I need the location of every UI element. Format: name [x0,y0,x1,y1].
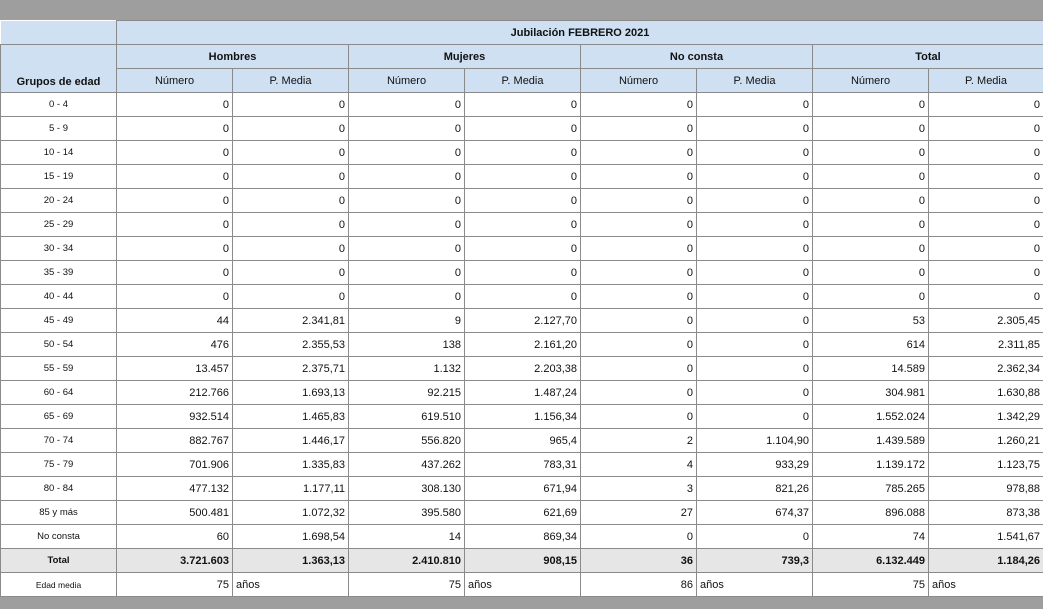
table-cell: 0 [233,165,349,189]
table-cell: 933,29 [697,453,813,477]
table-cell: 14 [349,525,465,549]
table-cell: 0 [349,237,465,261]
table-cell: 75 [813,573,929,597]
row-label-header: Grupos de edad [1,45,117,93]
table-cell: 0 [697,285,813,309]
group-header-hombres: Hombres [117,45,349,69]
table-cell: 0 [813,285,929,309]
age-group-label: 60 - 64 [1,381,117,405]
age-group-label: 35 - 39 [1,261,117,285]
table-cell: 0 [465,93,581,117]
table-cell: 0 [581,93,697,117]
table-cell: 614 [813,333,929,357]
table-cell: 0 [929,285,1043,309]
table-cell: 14.589 [813,357,929,381]
table-cell: 0 [465,117,581,141]
age-unit: años [697,573,813,597]
table-row [1,141,1043,165]
table-cell: 0 [581,237,697,261]
table-row [1,381,1043,405]
table-row [1,309,1043,333]
table-cell: 1.487,24 [465,381,581,405]
age-group-label: 80 - 84 [1,477,117,501]
table-cell: 0 [233,285,349,309]
table-cell: 0 [929,189,1043,213]
table-cell: 1.465,83 [233,405,349,429]
table-cell: 0 [697,213,813,237]
table-cell: 0 [349,189,465,213]
table-cell: 0 [349,285,465,309]
table-cell: 0 [117,93,233,117]
table-cell: 0 [697,141,813,165]
table-cell: 0 [697,309,813,333]
table-cell: 0 [697,93,813,117]
table-cell: 0 [233,141,349,165]
age-group-label: 70 - 74 [1,429,117,453]
table-cell: 0 [697,405,813,429]
table-cell: 2.355,53 [233,333,349,357]
table-cell: 0 [581,405,697,429]
table-cell: 0 [117,165,233,189]
table-cell: 0 [813,93,929,117]
table-cell: 2 [581,429,697,453]
age-group-label: 85 y más [1,501,117,525]
table-cell: 0 [581,165,697,189]
table-cell: 60 [117,525,233,549]
age-group-label: 20 - 24 [1,189,117,213]
table-cell: 1.184,26 [929,549,1043,573]
table-cell: 0 [349,141,465,165]
table-cell: 965,4 [465,429,581,453]
table-cell: 0 [465,261,581,285]
table-cell: 2.161,20 [465,333,581,357]
table-cell: 1.541,67 [929,525,1043,549]
age-unit: años [465,573,581,597]
table-row [1,165,1043,189]
age-group-label: 15 - 19 [1,165,117,189]
table-cell: 701.906 [117,453,233,477]
table-cell: 0 [929,261,1043,285]
table-cell: 2.375,71 [233,357,349,381]
table-cell: 908,15 [465,549,581,573]
table-cell: 0 [813,189,929,213]
table-cell: 92.215 [349,381,465,405]
table-cell: 1.439.589 [813,429,929,453]
table-cell: 476 [117,333,233,357]
table-cell: 0 [465,213,581,237]
table-cell: 0 [349,93,465,117]
table-row [1,453,1043,477]
table-cell: 2.127,70 [465,309,581,333]
table-cell: 0 [465,189,581,213]
sub-header-numero: Número [813,69,929,93]
table-cell: 0 [813,237,929,261]
table-cell: 1.177,11 [233,477,349,501]
table-cell: 0 [813,165,929,189]
table-cell: 2.341,81 [233,309,349,333]
table-cell: 0 [929,165,1043,189]
table-cell: 896.088 [813,501,929,525]
table-cell: 0 [117,117,233,141]
age-group-label: 10 - 14 [1,141,117,165]
table-cell: 0 [697,189,813,213]
table-title: Jubilación FEBRERO 2021 [117,21,1043,45]
table-row [1,405,1043,429]
table-cell: 75 [349,573,465,597]
sub-header-media: P. Media [233,69,349,93]
table-cell: 0 [581,261,697,285]
table-cell: 0 [349,213,465,237]
table-cell: 0 [581,189,697,213]
table-cell: 0 [233,261,349,285]
table-cell: 821,26 [697,477,813,501]
table-cell: 9 [349,309,465,333]
table-cell: 0 [581,117,697,141]
table-cell: 0 [813,141,929,165]
table-cell: 1.630,88 [929,381,1043,405]
pension-table [0,20,1043,597]
table-cell: 138 [349,333,465,357]
age-group-label: No consta [1,525,117,549]
table-cell: 2.311,85 [929,333,1043,357]
table-row [1,93,1043,117]
table-cell: 783,31 [465,453,581,477]
table-cell: 785.265 [813,477,929,501]
table-cell: 0 [233,117,349,141]
table-cell: 44 [117,309,233,333]
table-cell: 0 [697,525,813,549]
age-group-label: 25 - 29 [1,213,117,237]
table-row [1,357,1043,381]
table-cell: 0 [929,93,1043,117]
table-cell: 0 [465,285,581,309]
age-group-label: 45 - 49 [1,309,117,333]
table-cell: 36 [581,549,697,573]
table-cell: 3 [581,477,697,501]
table-cell: 0 [581,141,697,165]
table-cell: 932.514 [117,405,233,429]
table-cell: 2.410.810 [349,549,465,573]
table-row [1,261,1043,285]
table-cell: 0 [117,285,233,309]
table-cell: 0 [697,237,813,261]
table-cell: 1.552.024 [813,405,929,429]
table-cell: 0 [929,141,1043,165]
table-cell: 13.457 [117,357,233,381]
table-cell: 0 [581,309,697,333]
age-group-label: 50 - 54 [1,333,117,357]
table-cell: 0 [581,525,697,549]
table-cell: 86 [581,573,697,597]
table-cell: 674,37 [697,501,813,525]
age-group-label: 75 - 79 [1,453,117,477]
table-cell: 0 [813,117,929,141]
sub-header-numero: Número [349,69,465,93]
table-cell: 0 [465,237,581,261]
table-row [1,501,1043,525]
table-cell: 0 [581,357,697,381]
table-cell: 0 [813,261,929,285]
table-cell: 304.981 [813,381,929,405]
table-cell: 873,38 [929,501,1043,525]
age-group-label: 30 - 34 [1,237,117,261]
sub-header-media: P. Media [929,69,1043,93]
table-cell: 0 [349,165,465,189]
age-group-label: 65 - 69 [1,405,117,429]
table-cell: 0 [117,213,233,237]
table-cell: 869,34 [465,525,581,549]
table-cell: 978,88 [929,477,1043,501]
table-cell: 0 [233,189,349,213]
table-cell: 0 [465,141,581,165]
corner-cell [1,21,117,45]
table-cell: 0 [929,237,1043,261]
group-header-total: Total [813,45,1043,69]
table-cell: 1.698,54 [233,525,349,549]
table-cell: 2.362,34 [929,357,1043,381]
table-cell: 0 [581,333,697,357]
table-row [1,189,1043,213]
table-row [1,477,1043,501]
table-cell: 0 [697,117,813,141]
table-cell: 0 [465,165,581,189]
table-row [1,213,1043,237]
table-cell: 882.767 [117,429,233,453]
table-cell: 6.132.449 [813,549,929,573]
table-cell: 1.123,75 [929,453,1043,477]
table-cell: 0 [581,213,697,237]
table-cell: 0 [581,381,697,405]
table-cell: 27 [581,501,697,525]
table-cell: 477.132 [117,477,233,501]
table-cell: 0 [813,213,929,237]
table-cell: 1.693,13 [233,381,349,405]
table-cell: 1.156,34 [465,405,581,429]
group-header-no-consta: No consta [581,45,813,69]
table-cell: 1.072,32 [233,501,349,525]
table-cell: 0 [349,261,465,285]
table-row [1,525,1043,549]
table-cell: 0 [233,237,349,261]
table-cell: 556.820 [349,429,465,453]
table-cell: 0 [581,285,697,309]
sub-header-numero: Número [581,69,697,93]
age-group-label: 0 - 4 [1,93,117,117]
table-cell: 2.305,45 [929,309,1043,333]
table-cell: 0 [117,261,233,285]
table-row [1,285,1043,309]
age-group-label: 40 - 44 [1,285,117,309]
table-cell: 74 [813,525,929,549]
table-cell: 0 [117,189,233,213]
table-cell: 4 [581,453,697,477]
table-cell: 0 [929,117,1043,141]
table-cell: 3.721.603 [117,549,233,573]
table-cell: 0 [349,117,465,141]
table-cell: 1.342,29 [929,405,1043,429]
table-cell: 500.481 [117,501,233,525]
table-cell: 671,94 [465,477,581,501]
table-cell: 1.104,90 [697,429,813,453]
table-row [1,333,1043,357]
table-cell: 1.132 [349,357,465,381]
table-cell: 0 [117,237,233,261]
table-row [1,117,1043,141]
table-cell: 1.139.172 [813,453,929,477]
age-unit: años [929,573,1043,597]
table-cell: 1.335,83 [233,453,349,477]
table-cell: 308.130 [349,477,465,501]
table-cell: 619.510 [349,405,465,429]
table-cell: 0 [117,141,233,165]
table-cell: 0 [697,333,813,357]
age-group-label: 5 - 9 [1,117,117,141]
table-cell: 395.580 [349,501,465,525]
table-cell: 0 [697,165,813,189]
table-cell: 0 [233,93,349,117]
sub-header-media: P. Media [465,69,581,93]
sub-header-media: P. Media [697,69,813,93]
table-row [1,237,1043,261]
group-header-mujeres: Mujeres [349,45,581,69]
table-cell: 1.363,13 [233,549,349,573]
age-unit: años [233,573,349,597]
sub-header-numero: Número [117,69,233,93]
table-cell: 1.446,17 [233,429,349,453]
table-cell: 0 [697,261,813,285]
table-cell: 0 [697,381,813,405]
table-cell: 75 [117,573,233,597]
table-cell: 437.262 [349,453,465,477]
table-cell: 53 [813,309,929,333]
table-cell: 212.766 [117,381,233,405]
average-age-label: Edad media [1,573,117,597]
average-age-row [1,573,1043,597]
table-cell: 0 [929,213,1043,237]
total-label: Total [1,549,117,573]
table-cell: 739,3 [697,549,813,573]
spreadsheet-sheet [0,20,1043,597]
table-cell: 0 [697,357,813,381]
table-cell: 0 [233,213,349,237]
table-cell: 1.260,21 [929,429,1043,453]
age-group-label: 55 - 59 [1,357,117,381]
table-cell: 2.203,38 [465,357,581,381]
total-row [1,549,1043,573]
table-row [1,429,1043,453]
table-cell: 621,69 [465,501,581,525]
